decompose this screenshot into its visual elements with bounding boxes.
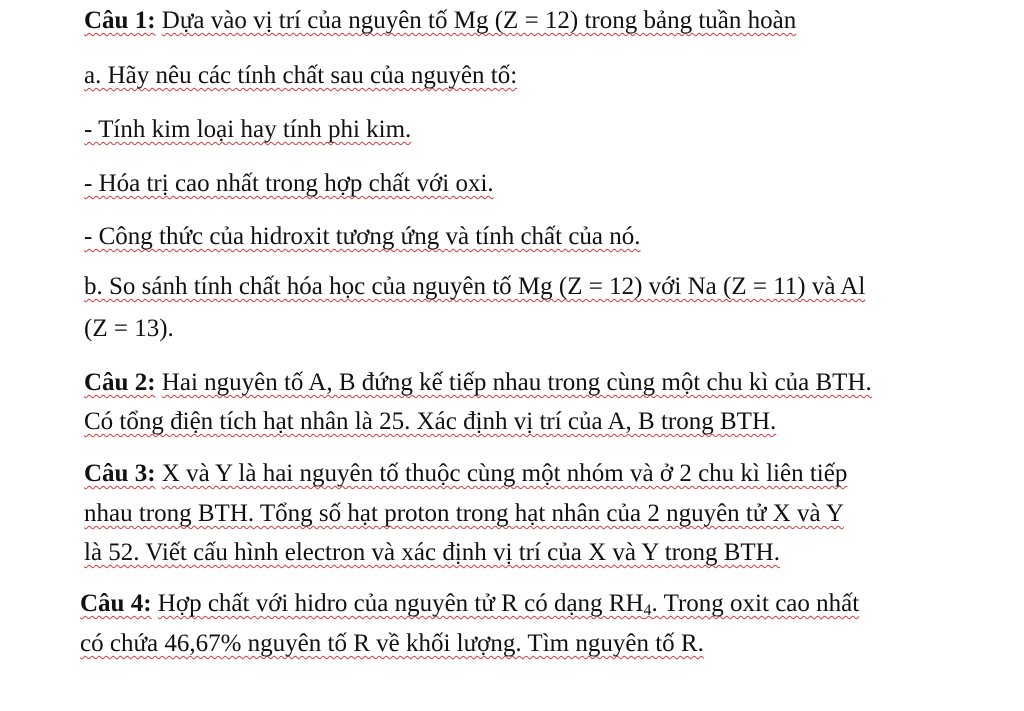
question-4-text-1: Hợp chất với hidro của nguyên tử R có dạng $RH_4$. Trong oxit cao nhất [157,590,860,619]
bullet-2-text: - Hóa trị cao nhất trong hợp chất với oxi. [84,170,494,197]
question-1-label: Câu 1: [84,7,156,34]
question-3-text-1: X và Y là hai nguyên tố thuộc cùng một nhóm và ở 2 chu kì liên tiếp [161,460,848,487]
question-4-text-2: có chứa 46,67% nguyên tố R về khối lượng. Tìm nguyên tố R. [80,630,704,657]
part-a-text: a. Hãy nêu các tính chất sau của nguyên tố: [84,62,518,89]
question-2-line-1 [84,368,872,398]
question-3-line-1 [84,459,847,489]
question-4-line-1 [80,589,859,619]
question-3-line-3 [84,538,780,568]
question-4-line-2 [80,629,704,659]
question-1-bullet-3 [84,222,641,252]
question-1-line-1 [84,6,796,36]
question-2-text-2: Có tổng điện tích hạt nhân là 25. Xác định vị trí của A, B trong BTH. [84,408,777,435]
question-2-text-1: Hai nguyên tố A, B đứng kế tiếp nhau trong cùng một chu kì của BTH. [161,369,872,396]
question-1-bullet-1 [84,115,411,145]
question-3-line-2 [84,499,844,529]
question-1-part-a [84,61,517,91]
part-b-text-2: (Z = 13). [84,315,174,342]
question-1-text: Dựa vào vị trí của nguyên tố Mg (Z = 12) trong bảng tuần hoàn [161,7,797,34]
question-1-part-b-line-2 [84,314,174,344]
bullet-1-text: - Tính kim loại hay tính phi kim. [84,116,412,143]
question-4-label: Câu 4: [80,590,152,617]
question-3-text-2: nhau trong BTH. Tổng số hạt proton trong hạt nhân của 2 nguyên tử X và Y [84,500,844,527]
part-b-text-1: b. So sánh tính chất hóa học của nguyên tố Mg (Z = 12) với Na (Z = 11) và Al [84,273,866,300]
question-3-label: Câu 3: [84,460,156,487]
question-2-line-2 [84,407,776,437]
question-2-label: Câu 2: [84,369,156,396]
bullet-3-text: - Công thức của hidroxit tương ứng và tính chất của nó. [84,223,641,250]
question-1-part-b-line-1 [84,272,865,302]
question-3-text-3: là 52. Viết cấu hình electron và xác định vị trí của X và Y trong BTH. [84,539,780,566]
question-1-bullet-2 [84,169,494,199]
